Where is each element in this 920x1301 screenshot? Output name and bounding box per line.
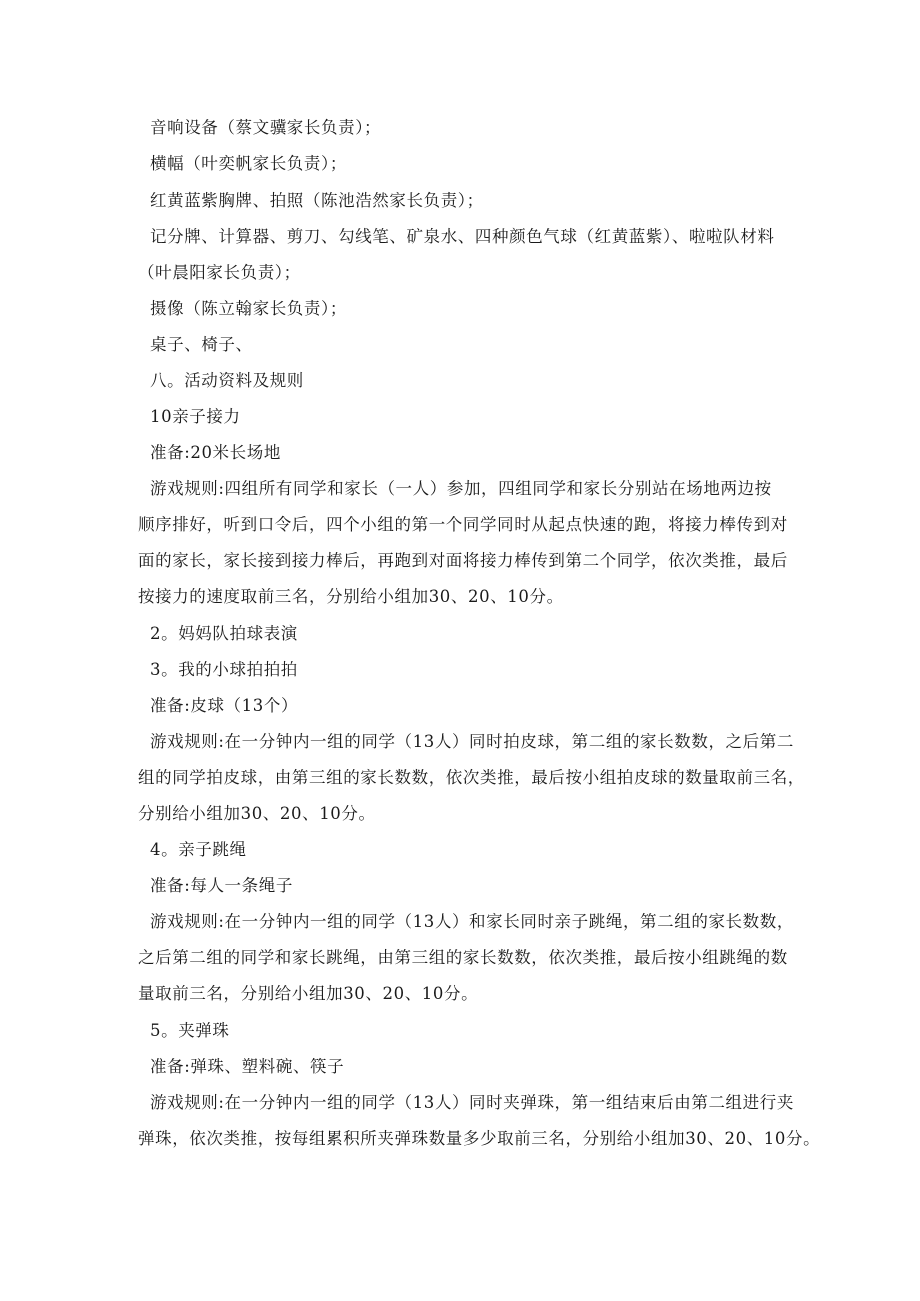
game-5-title: 5。夹弹珠 <box>150 1021 230 1040</box>
game-3-rules-line-1: 游戏规则:在一分钟内一组的同学（13人）同时拍皮球，第二组的家长数数，之后第二 <box>150 732 794 751</box>
equipment-supplies-line: 记分牌、计算器、剪刀、勾线笔、矿泉水、四种颜色气球（红黄蓝紫）、啦啦队材料 <box>150 227 775 246</box>
section-heading: 八。活动资料及规则 <box>150 371 304 390</box>
equipment-furniture-line: 桌子、椅子、 <box>150 335 253 354</box>
game-4-rules-line-1: 游戏规则:在一分钟内一组的同学（13人）和家长同时亲子跳绳，第二组的家长数数， <box>150 912 794 931</box>
equipment-banner-line: 横幅（叶奕帆家长负责）； <box>150 154 347 173</box>
game-2-title: 2。妈妈队拍球表演 <box>150 624 298 643</box>
equipment-badges-line: 红黄蓝紫胸牌、拍照（陈池浩然家长负责）； <box>150 191 484 210</box>
game-4-title: 4。亲子跳绳 <box>150 840 247 859</box>
equipment-video-line: 摄像（陈立翰家长负责）； <box>150 299 347 318</box>
game-1-rules-line-1: 游戏规则:四组所有同学和家长（一人）参加，四组同学和家长分别站在场地两边按 <box>150 479 772 498</box>
game-1-rules-line-2: 顺序排好，听到口令后，四个小组的第一个同学同时从起点快速的跑，将接力棒传到对 <box>138 515 788 534</box>
game-4-rules-line-3: 量取前三名，分别给小组加30、20、10分。 <box>138 984 479 1003</box>
game-4-preparation: 准备:每人一条绳子 <box>150 876 293 895</box>
game-5-preparation: 准备:弹珠、塑料碗、筷子 <box>150 1057 345 1076</box>
game-3-title: 3。我的小球拍拍拍 <box>150 660 298 679</box>
game-3-preparation: 准备:皮球（13个） <box>150 696 299 715</box>
equipment-audio-line: 音响设备（蔡文骥家长负责）； <box>150 118 382 137</box>
game-5-rules-line-1: 游戏规则:在一分钟内一组的同学（13人）同时夹弹珠，第一组结束后由第二组进行夹 <box>150 1093 794 1112</box>
game-1-preparation: 准备:20米长场地 <box>150 443 281 462</box>
game-3-rules-line-2: 组的同学拍皮球，由第三组的家长数数，依次类推，最后按小组拍皮球的数量取前三名， <box>138 768 805 787</box>
game-1-rules-line-4: 按接力的速度取前三名，分别给小组加30、20、10分。 <box>138 587 564 606</box>
game-1-title: 10亲子接力 <box>150 407 241 426</box>
game-1-rules-line-3: 面的家长，家长接到接力棒后，再跑到对面将接力棒传到第二个同学，依次类推，最后 <box>138 551 788 570</box>
game-3-rules-line-3: 分别给小组加30、20、10分。 <box>138 804 376 823</box>
game-5-rules-line-2: 弹珠，依次类推，按每组累积所夹弹珠数量多少取前三名，分别给小组加30、20、10分。 <box>138 1129 821 1148</box>
game-4-rules-line-2: 之后第二组的同学和家长跳绳，由第三组的家长数数，依次类推，最后按小组跳绳的数 <box>138 948 788 967</box>
equipment-supplies-line-2: （叶晨阳家长负责）； <box>138 263 301 282</box>
